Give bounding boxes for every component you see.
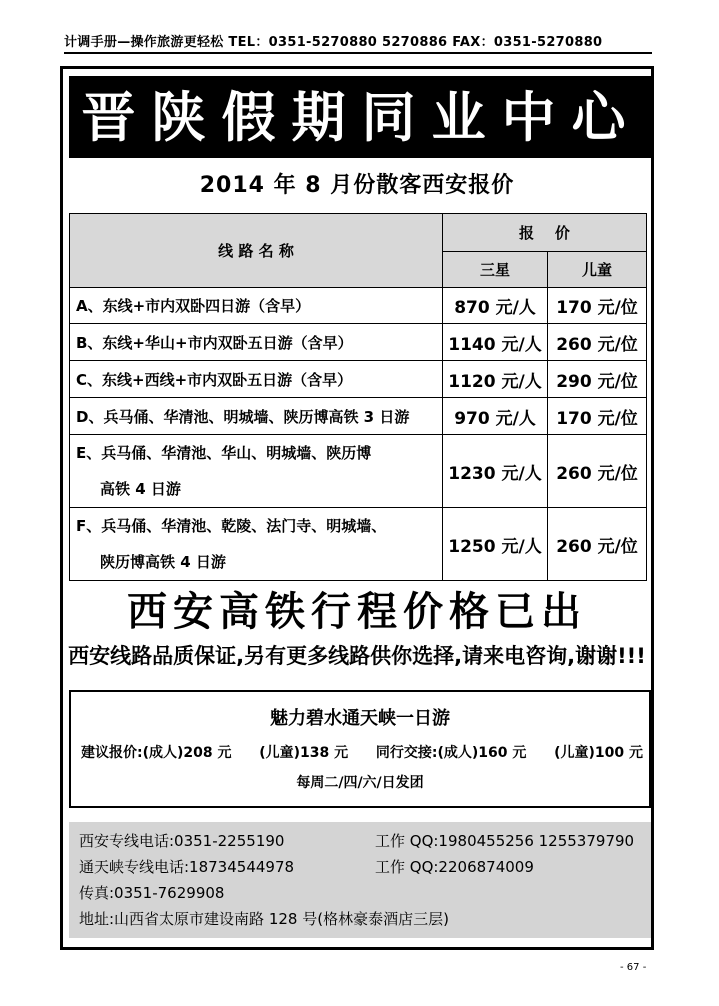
route-name: C、东线+西线+市内双卧五日游（含早） <box>70 361 443 398</box>
child-price: 260 元/位 <box>548 508 647 581</box>
adult-price: 1230 元/人 <box>443 435 548 508</box>
work-qq-1: 工作 QQ:1980455256 1255379790 <box>375 832 635 850</box>
work-qq-2: 工作 QQ:2206874009 <box>375 858 534 876</box>
adult-price: 1120 元/人 <box>443 361 548 398</box>
route-name: A、东线+市内双卧四日游（含早） <box>70 288 443 324</box>
adult-price: 970 元/人 <box>443 398 548 435</box>
child-price: 170 元/位 <box>548 288 647 324</box>
table-row <box>70 288 647 324</box>
promo-box <box>69 690 651 808</box>
child-price: 260 元/位 <box>548 435 647 508</box>
child-price: 260 元/位 <box>548 324 647 361</box>
ttx-phone: 通天峡专线电话:18734544978 <box>79 858 295 876</box>
adult-price: 1140 元/人 <box>443 324 548 361</box>
promo-schedule: 每周二/四/六/日发团 <box>296 775 424 791</box>
fax-number: 传真:0351-7629908 <box>79 884 225 902</box>
xian-phone: 西安专线电话:0351-2255190 <box>79 832 285 850</box>
suggested-adult-price: 建议报价:(成人)208 元 <box>81 745 232 761</box>
child-price: 290 元/位 <box>548 361 647 398</box>
route-name <box>70 435 443 508</box>
table-row <box>70 361 647 398</box>
route-column-header: 线 路 名 称 <box>70 214 443 288</box>
route-line-2: 陕历博高铁 4 日游 <box>100 553 226 571</box>
child-column-header: 儿童 <box>548 252 647 288</box>
highspeed-headline: 西安高铁行程价格已出 <box>127 589 587 635</box>
promo-prices <box>81 742 643 762</box>
route-name <box>70 508 443 581</box>
route-line-1: F、兵马俑、华清池、乾陵、法门寺、明城墙、 <box>76 517 387 535</box>
contact-box <box>69 822 651 938</box>
table-row <box>70 324 647 361</box>
quality-note: 西安线路品质保证,另有更多线路供你选择,请来电咨询,谢谢!!! <box>68 644 646 668</box>
page-number: - 67 - <box>620 962 647 973</box>
table-row <box>70 508 647 581</box>
promo-title: 魅力碧水通天峡一日游 <box>270 708 450 729</box>
price-column-header: 报 价 <box>443 214 647 252</box>
route-name: B、东线+华山+市内双卧五日游（含早） <box>70 324 443 361</box>
route-line-2: 高铁 4 日游 <box>100 480 181 498</box>
suggested-child-price: (儿童)138 元 <box>259 745 349 761</box>
page-header: 计调手册—操作旅游更轻松 TEL：0351-5270880 5270886 FAX：0351-5270880 <box>64 34 652 54</box>
peer-adult-price: 同行交接:(成人)160 元 <box>375 745 527 761</box>
price-table <box>69 213 647 581</box>
agency-banner: 晋陕假期同业中心 <box>69 76 654 158</box>
table-row <box>70 398 647 435</box>
route-line-1: E、兵马俑、华清池、华山、明城墙、陕历博 <box>76 444 372 462</box>
star-column-header: 三星 <box>443 252 548 288</box>
price-subtitle: 2014 年 8 月份散客西安报价 <box>199 173 515 198</box>
adult-price: 870 元/人 <box>443 288 548 324</box>
adult-price: 1250 元/人 <box>443 508 548 581</box>
peer-child-price: (儿童)100 元 <box>554 745 643 761</box>
child-price: 170 元/位 <box>548 398 647 435</box>
table-row <box>70 435 647 508</box>
route-name: D、兵马俑、华清池、明城墙、陕历博高铁 3 日游 <box>70 398 443 435</box>
address: 地址:山西省太原市建设南路 128 号(格林豪泰酒店三层) <box>79 910 449 928</box>
